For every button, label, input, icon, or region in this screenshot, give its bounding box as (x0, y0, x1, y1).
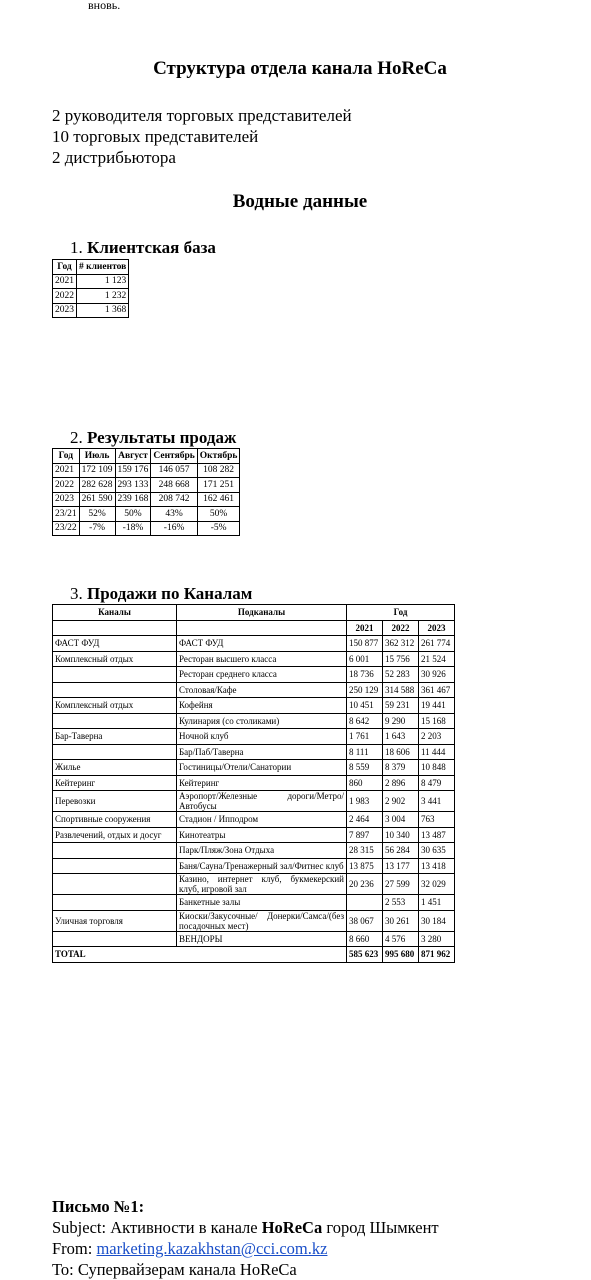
cell-subchannel: Баня/Сауна/Тренажерный зал/Фитнес клуб (177, 858, 347, 874)
section-number: 3. (70, 584, 83, 603)
table-row (53, 895, 455, 911)
cell-2021: 18 736 (347, 667, 383, 683)
cell-subchannel: Кейтеринг (177, 775, 347, 791)
table-row (53, 827, 455, 843)
table-row (53, 521, 240, 536)
cell-subchannel: Парк/Пляж/Зона Отдыха (177, 843, 347, 859)
table-header-row (53, 449, 240, 464)
cell-2021: 250 129 (347, 682, 383, 698)
table-row (53, 667, 455, 683)
cell-2021: 20 236 (347, 874, 383, 895)
cell-2022: 59 231 (383, 698, 419, 714)
channel-table-body (53, 636, 455, 947)
cell-2023: 19 441 (419, 698, 455, 714)
cell-2021: 8 559 (347, 760, 383, 776)
from-label: From: (52, 1239, 97, 1258)
cell-2023: 2 203 (419, 729, 455, 745)
cell-2021: 1 983 (347, 791, 383, 812)
cell-value: 239 168 (115, 492, 151, 507)
cell-channel (53, 744, 177, 760)
cell-value: 261 590 (79, 492, 115, 507)
cell-value: 248 668 (151, 478, 197, 493)
table-row (53, 636, 455, 652)
cell-2022: 27 599 (383, 874, 419, 895)
structure-list (52, 105, 352, 168)
cell-year: 2022 (53, 289, 77, 304)
total-2021: 585 623 (347, 947, 383, 963)
cell-2023: 30 926 (419, 667, 455, 683)
cell-2021: 13 875 (347, 858, 383, 874)
cell-2023: 32 029 (419, 874, 455, 895)
cell-channel: Перевозки (53, 791, 177, 812)
cell-2022: 314 588 (383, 682, 419, 698)
cell-2022: 10 340 (383, 827, 419, 843)
table-header-row (53, 620, 455, 636)
cell-subchannel: Столовая/Кафе (177, 682, 347, 698)
table-row (53, 744, 455, 760)
cell-2022: 1 643 (383, 729, 419, 745)
cell-2021: 150 877 (347, 636, 383, 652)
input-data-heading: Водные данные (232, 191, 368, 212)
cell-channel: Развлечений, отдых и досуг (53, 827, 177, 843)
cell-year: 23/22 (53, 521, 80, 536)
table-row (53, 760, 455, 776)
cell-2021: 28 315 (347, 843, 383, 859)
cell-2023: 30 635 (419, 843, 455, 859)
cell-2022: 2 902 (383, 791, 419, 812)
cell-value: 162 461 (197, 492, 240, 507)
cell-2022: 56 284 (383, 843, 419, 859)
cell-value: -16% (151, 521, 197, 536)
cell-subchannel: Казино, интернет клуб, букмекерский клуб, игровой зал (177, 874, 347, 895)
cell-channel: Жилье (53, 760, 177, 776)
subject-label: Subject: Активности в канале (52, 1218, 262, 1237)
cell-channel (53, 843, 177, 859)
cell-value: 159 176 (115, 463, 151, 478)
header-clients: # клиентов (77, 260, 129, 275)
header-year-2023: 2023 (419, 620, 455, 636)
cell-value: -7% (79, 521, 115, 536)
table-row (53, 478, 240, 493)
section-2-heading (70, 428, 236, 448)
cell-value: 146 057 (151, 463, 197, 478)
header-empty (53, 620, 177, 636)
table-row (53, 289, 129, 304)
total-2023: 871 962 (419, 947, 455, 963)
cell-value: 293 133 (115, 478, 151, 493)
table-row (53, 812, 455, 828)
letter-from (52, 1238, 439, 1259)
cell-2023: 1 451 (419, 895, 455, 911)
cell-2022: 8 379 (383, 760, 419, 776)
header-september: Сентябрь (151, 449, 197, 464)
cell-value: 208 742 (151, 492, 197, 507)
cell-subchannel: Аэропорт/Железные дороги/Метро/Автобусы (177, 791, 347, 812)
cell-channel: Спортивные сооружения (53, 812, 177, 828)
cell-2023: 361 467 (419, 682, 455, 698)
cell-subchannel: Ресторан высшего класса (177, 651, 347, 667)
cell-subchannel: ФАСТ ФУД (177, 636, 347, 652)
cell-subchannel: Кофейня (177, 698, 347, 714)
cell-clients: 1 232 (77, 289, 129, 304)
header-empty (177, 620, 347, 636)
cell-subchannel: ВЕНДОРЫ (177, 931, 347, 947)
cell-2023: 261 774 (419, 636, 455, 652)
table-row (53, 791, 455, 812)
cell-2021: 8 660 (347, 931, 383, 947)
cell-2023: 13 487 (419, 827, 455, 843)
table-header-row (53, 260, 129, 275)
cell-2023: 3 441 (419, 791, 455, 812)
cell-2023: 13 418 (419, 858, 455, 874)
table-header-row (53, 605, 455, 621)
letter-to: To: Супервайзерам канала HoReCa (52, 1260, 297, 1279)
cell-2021: 8 111 (347, 744, 383, 760)
cell-2021: 8 642 (347, 713, 383, 729)
section-title: Продажи по Каналам (87, 584, 253, 603)
cell-2022: 30 261 (383, 910, 419, 931)
sales-results-table (52, 448, 240, 536)
cell-channel (53, 858, 177, 874)
cell-value: -18% (115, 521, 151, 536)
table-row (53, 843, 455, 859)
table-row (53, 651, 455, 667)
cell-2023: 21 524 (419, 651, 455, 667)
cell-year: 2021 (53, 274, 77, 289)
cell-channel (53, 713, 177, 729)
table-row (53, 303, 129, 318)
cell-value: 43% (151, 507, 197, 522)
cell-value: 108 282 (197, 463, 240, 478)
cell-channel (53, 682, 177, 698)
table-row (53, 775, 455, 791)
cell-2021: 10 451 (347, 698, 383, 714)
structure-line: 2 руководителя торговых представителей (52, 106, 352, 125)
header-july: Июль (79, 449, 115, 464)
cell-year: 2022 (53, 478, 80, 493)
page-title: Структура отдела канала HoReCa (153, 58, 447, 79)
cell-channel (53, 874, 177, 895)
table-row (53, 910, 455, 931)
cell-2023: 11 444 (419, 744, 455, 760)
header-august: Август (115, 449, 151, 464)
cell-year: 2023 (53, 303, 77, 318)
top-text-fragment: вновь. (88, 0, 121, 12)
letter-title: Письмо №1: (52, 1197, 145, 1216)
cell-2022: 362 312 (383, 636, 419, 652)
cell-subchannel: Банкетные залы (177, 895, 347, 911)
cell-2021: 860 (347, 775, 383, 791)
channel-sales-table (52, 604, 455, 963)
header-year: Год (347, 605, 455, 621)
cell-channel (53, 931, 177, 947)
from-email-link[interactable]: marketing.kazakhstan@cci.com.kz (96, 1239, 328, 1258)
cell-clients: 1 368 (77, 303, 129, 318)
cell-2023: 8 479 (419, 775, 455, 791)
section-number: 2. (70, 428, 83, 447)
cell-2022: 13 177 (383, 858, 419, 874)
section-title: Клиентская база (87, 238, 216, 257)
cell-channel: Комплексный отдых (53, 651, 177, 667)
total-2022: 995 680 (383, 947, 419, 963)
cell-channel: Комплексный отдых (53, 698, 177, 714)
cell-value: 52% (79, 507, 115, 522)
cell-2021: 7 897 (347, 827, 383, 843)
cell-channel: Кейтеринг (53, 775, 177, 791)
cell-subchannel: Ресторан среднего класса (177, 667, 347, 683)
cell-subchannel: Стадион / Ипподром (177, 812, 347, 828)
cell-channel (53, 895, 177, 911)
cell-channel: Уличная торговля (53, 910, 177, 931)
cell-year: 2021 (53, 463, 80, 478)
cell-subchannel: Гостиницы/Отели/Санатории (177, 760, 347, 776)
header-year-2022: 2022 (383, 620, 419, 636)
cell-2021: 2 464 (347, 812, 383, 828)
cell-2023: 30 184 (419, 910, 455, 931)
cell-2022: 18 606 (383, 744, 419, 760)
cell-subchannel: Киоски/Закусочные/ Донерки/Самса/(без посадочных мест) (177, 910, 347, 931)
table-row (53, 729, 455, 745)
table-row (53, 463, 240, 478)
structure-line: 2 дистрибьютора (52, 148, 176, 167)
table-row (53, 931, 455, 947)
header-october: Октябрь (197, 449, 240, 464)
cell-subchannel: Кулинария (со столиками) (177, 713, 347, 729)
subject-brand: HoReCa (261, 1218, 323, 1237)
cell-2022: 52 283 (383, 667, 419, 683)
cell-2021: 1 761 (347, 729, 383, 745)
cell-2023: 15 168 (419, 713, 455, 729)
header-subchannel: Подканалы (177, 605, 347, 621)
section-number: 1. (70, 238, 83, 257)
cell-channel: Бар-Таверна (53, 729, 177, 745)
header-year-2021: 2021 (347, 620, 383, 636)
header-channel: Каналы (53, 605, 177, 621)
cell-value: -5% (197, 521, 240, 536)
cell-2021: 38 067 (347, 910, 383, 931)
cell-subchannel: Кинотеатры (177, 827, 347, 843)
cell-2022: 3 004 (383, 812, 419, 828)
table-row (53, 713, 455, 729)
cell-subchannel: Ночной клуб (177, 729, 347, 745)
cell-value: 282 628 (79, 478, 115, 493)
table-row (53, 698, 455, 714)
cell-subchannel: Бар/Паб/Таверна (177, 744, 347, 760)
total-row (53, 947, 455, 963)
cell-2023: 763 (419, 812, 455, 828)
cell-2023: 3 280 (419, 931, 455, 947)
cell-year: 2023 (53, 492, 80, 507)
cell-channel (53, 667, 177, 683)
subject-tail: город Шымкент (322, 1218, 439, 1237)
total-label: TOTAL (53, 947, 347, 963)
cell-value: 172 109 (79, 463, 115, 478)
cell-2022: 4 576 (383, 931, 419, 947)
section-1-heading (70, 238, 216, 258)
table-row (53, 507, 240, 522)
header-year: Год (53, 260, 77, 275)
cell-2022: 9 290 (383, 713, 419, 729)
cell-2023: 10 848 (419, 760, 455, 776)
client-base-table (52, 259, 129, 318)
cell-clients: 1 123 (77, 274, 129, 289)
section-3-heading (70, 584, 252, 604)
table-row (53, 492, 240, 507)
table-row (53, 858, 455, 874)
header-year: Год (53, 449, 80, 464)
cell-year: 23/21 (53, 507, 80, 522)
cell-channel: ФАСТ ФУД (53, 636, 177, 652)
letter-block (52, 1196, 439, 1280)
table-row (53, 274, 129, 289)
cell-value: 50% (197, 507, 240, 522)
cell-2022: 2 553 (383, 895, 419, 911)
section-title: Результаты продаж (87, 428, 237, 447)
cell-2022: 2 896 (383, 775, 419, 791)
letter-subject (52, 1217, 439, 1238)
cell-2021: 6 001 (347, 651, 383, 667)
cell-value: 50% (115, 507, 151, 522)
cell-2021 (347, 895, 383, 911)
table-row (53, 682, 455, 698)
table-row (53, 874, 455, 895)
cell-value: 171 251 (197, 478, 240, 493)
structure-line: 10 торговых представителей (52, 127, 259, 146)
cell-2022: 15 756 (383, 651, 419, 667)
